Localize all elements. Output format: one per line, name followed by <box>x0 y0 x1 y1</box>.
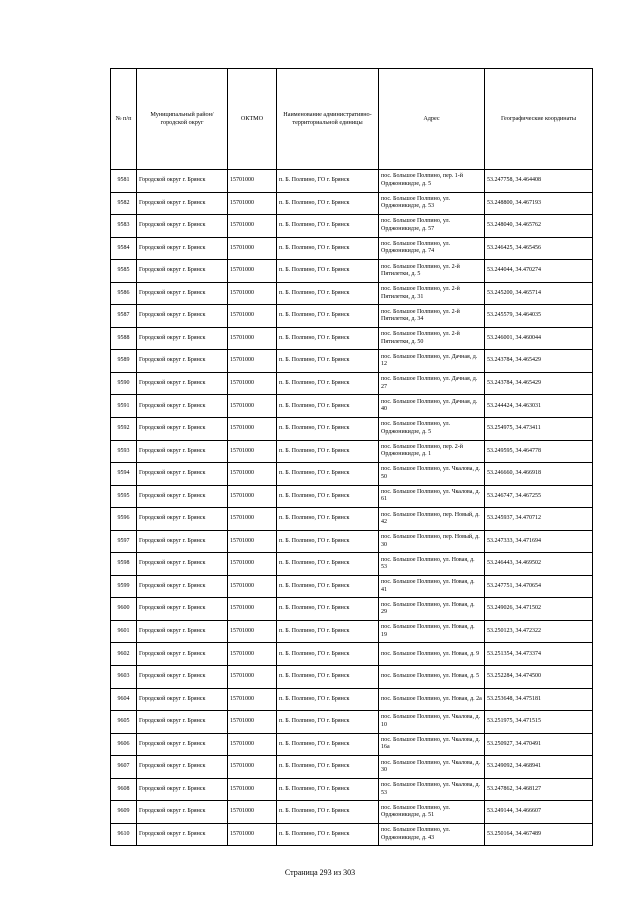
table-row <box>111 237 593 260</box>
table-row <box>111 801 593 824</box>
table-row <box>111 327 593 350</box>
cell-address: пос. Большое Полпино, ул. Новая, д. 29 <box>379 598 485 621</box>
cell-coords: 53.244424, 34.463031 <box>485 395 593 418</box>
cell-oktmo: 15701000 <box>228 440 277 463</box>
cell-municipality: Городской округ г. Брянск <box>137 282 228 305</box>
cell-unit: п. Б. Полпино, ГО г. Брянск <box>277 666 379 689</box>
cell-num: 9599 <box>111 575 137 598</box>
table-row <box>111 260 593 283</box>
cell-address: пос. Большое Полпино, ул. Орджоникидзе, д. 53 <box>379 192 485 215</box>
cell-coords: 53.249092, 34.468941 <box>485 756 593 779</box>
cell-unit: п. Б. Полпино, ГО г. Брянск <box>277 260 379 283</box>
header-municipality: Муниципальный район/городской округ <box>137 69 228 170</box>
cell-num: 9604 <box>111 688 137 711</box>
cell-address: пос. Большое Полпино, ул. Орджоникидзе, д. 74 <box>379 237 485 260</box>
cell-municipality: Городской округ г. Брянск <box>137 553 228 576</box>
cell-unit: п. Б. Полпино, ГО г. Брянск <box>277 756 379 779</box>
table-row <box>111 823 593 846</box>
cell-coords: 53.253648, 34.475181 <box>485 688 593 711</box>
cell-num: 9593 <box>111 440 137 463</box>
table-row <box>111 418 593 441</box>
cell-oktmo: 15701000 <box>228 170 277 193</box>
cell-oktmo: 15701000 <box>228 688 277 711</box>
cell-municipality: Городской округ г. Брянск <box>137 508 228 531</box>
cell-coords: 53.246425, 34.465456 <box>485 237 593 260</box>
cell-municipality: Городской округ г. Брянск <box>137 485 228 508</box>
cell-oktmo: 15701000 <box>228 305 277 328</box>
cell-oktmo: 15701000 <box>228 778 277 801</box>
registry-table <box>110 68 593 846</box>
cell-address: пос. Большое Полпино, ул. Орджоникидзе, д. 5 <box>379 418 485 441</box>
cell-municipality: Городской округ г. Брянск <box>137 823 228 846</box>
cell-municipality: Городской округ г. Брянск <box>137 440 228 463</box>
cell-num: 9603 <box>111 666 137 689</box>
cell-municipality: Городской округ г. Брянск <box>137 575 228 598</box>
page-number: Страница 293 из 303 <box>284 868 356 877</box>
table-row <box>111 508 593 531</box>
cell-municipality: Городской округ г. Брянск <box>137 350 228 373</box>
cell-oktmo: 15701000 <box>228 598 277 621</box>
cell-coords: 53.248040, 34.465762 <box>485 215 593 238</box>
cell-municipality: Городской округ г. Брянск <box>137 215 228 238</box>
cell-address: пос. Большое Полпино, ул. Чкалова, д. 16а <box>379 733 485 756</box>
cell-unit: п. Б. Полпино, ГО г. Брянск <box>277 305 379 328</box>
cell-coords: 53.247758, 34.464408 <box>485 170 593 193</box>
table-row <box>111 688 593 711</box>
cell-oktmo: 15701000 <box>228 192 277 215</box>
cell-unit: п. Б. Полпино, ГО г. Брянск <box>277 620 379 643</box>
cell-unit: п. Б. Полпино, ГО г. Брянск <box>277 327 379 350</box>
cell-municipality: Городской округ г. Брянск <box>137 620 228 643</box>
cell-coords: 53.243784, 34.465429 <box>485 350 593 373</box>
cell-oktmo: 15701000 <box>228 372 277 395</box>
cell-address: пос. Большое Полпино, ул. Чкалова, д. 50 <box>379 463 485 486</box>
cell-oktmo: 15701000 <box>228 327 277 350</box>
cell-num: 9602 <box>111 643 137 666</box>
table-header <box>111 69 593 170</box>
cell-num: 9594 <box>111 463 137 486</box>
cell-address: пос. Большое Полпино, пер. 2-й Орджоникидзе, д. 1 <box>379 440 485 463</box>
cell-unit: п. Б. Полпино, ГО г. Брянск <box>277 170 379 193</box>
cell-address: пос. Большое Полпино, ул. Дачная, д. 40 <box>379 395 485 418</box>
cell-unit: п. Б. Полпино, ГО г. Брянск <box>277 733 379 756</box>
cell-address: пос. Большое Полпино, ул. Орджоникидзе, д. 43 <box>379 823 485 846</box>
cell-municipality: Городской округ г. Брянск <box>137 237 228 260</box>
cell-address: пос. Большое Полпино, ул. Новая, д. 19 <box>379 620 485 643</box>
cell-municipality: Городской округ г. Брянск <box>137 372 228 395</box>
cell-num: 9590 <box>111 372 137 395</box>
cell-num: 9605 <box>111 711 137 734</box>
cell-unit: п. Б. Полпино, ГО г. Брянск <box>277 643 379 666</box>
cell-coords: 53.245937, 34.470712 <box>485 508 593 531</box>
cell-address: пос. Большое Полпино, ул. Дачная, д. 12 <box>379 350 485 373</box>
cell-municipality: Городской округ г. Брянск <box>137 192 228 215</box>
cell-unit: п. Б. Полпино, ГО г. Брянск <box>277 778 379 801</box>
cell-address: пос. Большое Полпино, пер. Новый, д. 30 <box>379 530 485 553</box>
cell-municipality: Городской округ г. Брянск <box>137 170 228 193</box>
cell-municipality: Городской округ г. Брянск <box>137 305 228 328</box>
cell-oktmo: 15701000 <box>228 260 277 283</box>
cell-municipality: Городской округ г. Брянск <box>137 778 228 801</box>
cell-municipality: Городской округ г. Брянск <box>137 801 228 824</box>
cell-unit: п. Б. Полпино, ГО г. Брянск <box>277 372 379 395</box>
cell-municipality: Городской округ г. Брянск <box>137 530 228 553</box>
cell-num: 9589 <box>111 350 137 373</box>
cell-coords: 53.251354, 34.473374 <box>485 643 593 666</box>
table-row <box>111 440 593 463</box>
cell-coords: 53.245200, 34.465714 <box>485 282 593 305</box>
cell-address: пос. Большое Полпино, ул. 2-й Пятилетки, д. 31 <box>379 282 485 305</box>
cell-coords: 53.246747, 34.467255 <box>485 485 593 508</box>
cell-unit: п. Б. Полпино, ГО г. Брянск <box>277 282 379 305</box>
cell-municipality: Городской округ г. Брянск <box>137 598 228 621</box>
cell-unit: п. Б. Полпино, ГО г. Брянск <box>277 553 379 576</box>
table-row <box>111 553 593 576</box>
cell-municipality: Городской округ г. Брянск <box>137 463 228 486</box>
table-row <box>111 282 593 305</box>
cell-address: пос. Большое Полпино, ул. Новая, д. 41 <box>379 575 485 598</box>
cell-address: пос. Большое Полпино, ул. Чкалова, д. 61 <box>379 485 485 508</box>
table-row <box>111 305 593 328</box>
cell-municipality: Городской округ г. Брянск <box>137 643 228 666</box>
table-row <box>111 192 593 215</box>
cell-num: 9607 <box>111 756 137 779</box>
cell-num: 9596 <box>111 508 137 531</box>
cell-coords: 53.247333, 34.471694 <box>485 530 593 553</box>
table-row <box>111 395 593 418</box>
cell-unit: п. Б. Полпино, ГО г. Брянск <box>277 530 379 553</box>
cell-coords: 53.243784, 34.465429 <box>485 372 593 395</box>
cell-unit: п. Б. Полпино, ГО г. Брянск <box>277 192 379 215</box>
cell-oktmo: 15701000 <box>228 823 277 846</box>
cell-coords: 53.250164, 34.467489 <box>485 823 593 846</box>
cell-address: пос. Большое Полпино, ул. 2-й Пятилетки, д. 50 <box>379 327 485 350</box>
cell-address: пос. Большое Полпино, ул. Новая, д. 5 <box>379 666 485 689</box>
cell-num: 9608 <box>111 778 137 801</box>
table-row <box>111 756 593 779</box>
cell-num: 9610 <box>111 823 137 846</box>
cell-municipality: Городской округ г. Брянск <box>137 260 228 283</box>
cell-num: 9600 <box>111 598 137 621</box>
cell-address: пос. Большое Полпино, ул. Новая, д. 2а <box>379 688 485 711</box>
cell-num: 9609 <box>111 801 137 824</box>
cell-coords: 53.248800, 34.467193 <box>485 192 593 215</box>
cell-unit: п. Б. Полпино, ГО г. Брянск <box>277 801 379 824</box>
cell-coords: 53.246443, 34.469502 <box>485 553 593 576</box>
table-row <box>111 598 593 621</box>
table-row <box>111 778 593 801</box>
cell-coords: 53.249144, 34.466607 <box>485 801 593 824</box>
cell-oktmo: 15701000 <box>228 463 277 486</box>
cell-unit: п. Б. Полпино, ГО г. Брянск <box>277 463 379 486</box>
cell-municipality: Городской округ г. Брянск <box>137 395 228 418</box>
cell-unit: п. Б. Полпино, ГО г. Брянск <box>277 350 379 373</box>
cell-unit: п. Б. Полпино, ГО г. Брянск <box>277 711 379 734</box>
cell-oktmo: 15701000 <box>228 733 277 756</box>
cell-oktmo: 15701000 <box>228 237 277 260</box>
cell-num: 9592 <box>111 418 137 441</box>
cell-municipality: Городской округ г. Брянск <box>137 711 228 734</box>
table-row <box>111 350 593 373</box>
table-body <box>111 170 593 846</box>
cell-oktmo: 15701000 <box>228 215 277 238</box>
cell-num: 9595 <box>111 485 137 508</box>
cell-oktmo: 15701000 <box>228 711 277 734</box>
cell-coords: 53.249595, 34.464778 <box>485 440 593 463</box>
table-row <box>111 575 593 598</box>
cell-address: пос. Большое Полпино, ул. Новая, д. 9 <box>379 643 485 666</box>
cell-coords: 53.251975, 34.471515 <box>485 711 593 734</box>
cell-coords: 53.244044, 34.470274 <box>485 260 593 283</box>
cell-municipality: Городской округ г. Брянск <box>137 418 228 441</box>
table-row <box>111 372 593 395</box>
cell-oktmo: 15701000 <box>228 508 277 531</box>
cell-coords: 53.254975, 34.473411 <box>485 418 593 441</box>
cell-oktmo: 15701000 <box>228 666 277 689</box>
cell-oktmo: 15701000 <box>228 485 277 508</box>
header-unit: Наименование административно-территориальной единицы <box>277 69 379 170</box>
cell-num: 9597 <box>111 530 137 553</box>
header-oktmo: ОКТМО <box>228 69 277 170</box>
cell-oktmo: 15701000 <box>228 418 277 441</box>
cell-unit: п. Б. Полпино, ГО г. Брянск <box>277 508 379 531</box>
cell-num: 9586 <box>111 282 137 305</box>
cell-address: пос. Большое Полпино, ул. Орджоникидзе, д. 51 <box>379 801 485 824</box>
header-num: № п/п <box>111 69 137 170</box>
cell-num: 9585 <box>111 260 137 283</box>
table-row <box>111 170 593 193</box>
cell-address: пос. Большое Полпино, ул. Чкалова, д. 10 <box>379 711 485 734</box>
cell-unit: п. Б. Полпино, ГО г. Брянск <box>277 440 379 463</box>
cell-municipality: Городской округ г. Брянск <box>137 327 228 350</box>
cell-num: 9587 <box>111 305 137 328</box>
cell-num: 9606 <box>111 733 137 756</box>
cell-coords: 53.252284, 34.474500 <box>485 666 593 689</box>
cell-num: 9598 <box>111 553 137 576</box>
cell-address: пос. Большое Полпино, ул. Чкалова, д. 53 <box>379 778 485 801</box>
cell-unit: п. Б. Полпино, ГО г. Брянск <box>277 575 379 598</box>
cell-oktmo: 15701000 <box>228 395 277 418</box>
cell-oktmo: 15701000 <box>228 575 277 598</box>
cell-unit: п. Б. Полпино, ГО г. Брянск <box>277 215 379 238</box>
cell-num: 9591 <box>111 395 137 418</box>
table-row <box>111 463 593 486</box>
table-row <box>111 643 593 666</box>
cell-address: пос. Большое Полпино, пер. Новый, д. 42 <box>379 508 485 531</box>
cell-address: пос. Большое Полпино, ул. 2-й Пятилетки, д. 34 <box>379 305 485 328</box>
cell-num: 9582 <box>111 192 137 215</box>
cell-oktmo: 15701000 <box>228 620 277 643</box>
header-address: Адрес <box>379 69 485 170</box>
cell-unit: п. Б. Полпино, ГО г. Брянск <box>277 395 379 418</box>
cell-municipality: Городской округ г. Брянск <box>137 733 228 756</box>
cell-address: пос. Большое Полпино, ул. Новая, д. 53 <box>379 553 485 576</box>
cell-address: пос. Большое Полпино, ул. 2-й Пятилетки, д. 5 <box>379 260 485 283</box>
cell-num: 9583 <box>111 215 137 238</box>
table-row <box>111 215 593 238</box>
table-row <box>111 733 593 756</box>
cell-coords: 53.246001, 34.460044 <box>485 327 593 350</box>
cell-unit: п. Б. Полпино, ГО г. Брянск <box>277 485 379 508</box>
cell-address: пос. Большое Полпино, ул. Орджоникидзе, д. 57 <box>379 215 485 238</box>
cell-address: пос. Большое Полпино, пер. 1-й Орджоникидзе, д. 5 <box>379 170 485 193</box>
cell-oktmo: 15701000 <box>228 282 277 305</box>
cell-oktmo: 15701000 <box>228 350 277 373</box>
cell-unit: п. Б. Полпино, ГО г. Брянск <box>277 598 379 621</box>
cell-address: пос. Большое Полпино, ул. Чкалова, д. 30 <box>379 756 485 779</box>
cell-coords: 53.250927, 34.470491 <box>485 733 593 756</box>
cell-coords: 53.245579, 34.464035 <box>485 305 593 328</box>
table-row <box>111 530 593 553</box>
cell-municipality: Городской округ г. Брянск <box>137 666 228 689</box>
cell-unit: п. Б. Полпино, ГО г. Брянск <box>277 418 379 441</box>
cell-oktmo: 15701000 <box>228 643 277 666</box>
cell-coords: 53.246660, 34.466918 <box>485 463 593 486</box>
table-row <box>111 485 593 508</box>
cell-oktmo: 15701000 <box>228 553 277 576</box>
cell-municipality: Городской округ г. Брянск <box>137 756 228 779</box>
cell-num: 9601 <box>111 620 137 643</box>
cell-num: 9584 <box>111 237 137 260</box>
table-row <box>111 620 593 643</box>
cell-unit: п. Б. Полпино, ГО г. Брянск <box>277 823 379 846</box>
table-row <box>111 666 593 689</box>
cell-coords: 53.250123, 34.472322 <box>485 620 593 643</box>
table-row <box>111 711 593 734</box>
cell-oktmo: 15701000 <box>228 756 277 779</box>
cell-oktmo: 15701000 <box>228 801 277 824</box>
cell-coords: 53.247862, 34.468127 <box>485 778 593 801</box>
cell-coords: 53.249026, 34.471502 <box>485 598 593 621</box>
cell-coords: 53.247751, 34.470654 <box>485 575 593 598</box>
cell-oktmo: 15701000 <box>228 530 277 553</box>
cell-address: пос. Большое Полпино, ул. Дачная, д. 27 <box>379 372 485 395</box>
cell-municipality: Городской округ г. Брянск <box>137 688 228 711</box>
cell-unit: п. Б. Полпино, ГО г. Брянск <box>277 688 379 711</box>
cell-unit: п. Б. Полпино, ГО г. Брянск <box>277 237 379 260</box>
header-coords: Географические координаты <box>485 69 593 170</box>
cell-num: 9588 <box>111 327 137 350</box>
cell-num: 9581 <box>111 170 137 193</box>
